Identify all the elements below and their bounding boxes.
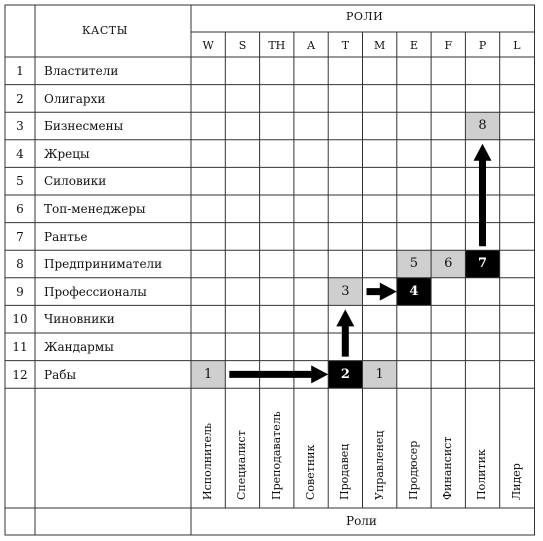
caste-name: Властители — [44, 64, 119, 78]
caste-name: Жрецы — [44, 146, 90, 161]
caste-name: Чиновники — [44, 312, 115, 327]
caste-number: 7 — [16, 229, 24, 244]
caste-name: Рабы — [44, 367, 77, 382]
role-code-e: E — [409, 39, 419, 52]
caste-name: Профессионалы — [44, 284, 147, 299]
roles-title: РОЛИ — [346, 10, 384, 23]
role-name-s: Специалист — [235, 430, 249, 500]
caste-name: Жандармы — [44, 340, 114, 354]
caste-number: 10 — [12, 312, 28, 327]
role-code-l: L — [513, 39, 521, 52]
cell-number-1: 1 — [375, 366, 384, 382]
caste-number: 8 — [16, 257, 24, 272]
role-code-f: F — [444, 39, 453, 52]
role-name-f: Финансист — [441, 436, 455, 500]
role-code-s: S — [238, 39, 247, 52]
role-code-w: W — [202, 39, 214, 52]
caste-name: Топ-менеджеры — [44, 202, 146, 216]
caste-name: Бизнесмены — [44, 119, 124, 134]
caste-number: 6 — [16, 202, 24, 216]
cell-number-5: 5 — [409, 256, 419, 272]
role-code-a: A — [307, 39, 316, 52]
role-name-m: Управленец — [372, 430, 386, 500]
caste-number: 3 — [16, 119, 24, 134]
caste-number: 9 — [16, 284, 24, 299]
caste-name: Предприниматели — [44, 257, 163, 272]
role-code-m: M — [374, 39, 386, 52]
caste-number: 4 — [16, 146, 24, 161]
role-code-t: T — [341, 39, 350, 52]
role-name-th: Преподаватель — [269, 411, 283, 500]
role-code-th: TH — [268, 39, 286, 52]
caste-number: 5 — [16, 174, 24, 189]
caste-number: 11 — [12, 340, 28, 354]
cell-number-8: 8 — [478, 118, 487, 134]
role-name-t: Продавец — [338, 443, 352, 500]
cell-number-4: 4 — [409, 283, 419, 299]
progression-arrow — [367, 283, 397, 301]
caste-number: 2 — [16, 91, 24, 106]
cell-number-6: 6 — [444, 256, 453, 272]
role-name-w: Исполнитель — [201, 423, 214, 500]
roles-footer: Роли — [346, 514, 377, 528]
cell-number-7: 7 — [478, 256, 488, 272]
caste-name: Олигархи — [44, 91, 106, 106]
castes-title: КАСТЫ — [82, 24, 128, 37]
role-name-l: Лидер — [509, 463, 523, 500]
cell-number-1: 1 — [204, 366, 213, 382]
role-name-e: Продюсер — [406, 440, 420, 500]
role-name-a: Советник — [303, 444, 317, 500]
caste-name: Силовики — [44, 174, 107, 189]
role-code-p: P — [478, 39, 487, 52]
caste-number: 1 — [16, 64, 24, 78]
progression-arrow — [229, 365, 328, 383]
cell-number-3: 3 — [341, 283, 350, 299]
caste-number: 12 — [12, 367, 28, 382]
caste-name: Рантье — [44, 229, 88, 244]
cell-number-2: 2 — [340, 366, 350, 382]
role-name-p: Политик — [475, 449, 489, 500]
